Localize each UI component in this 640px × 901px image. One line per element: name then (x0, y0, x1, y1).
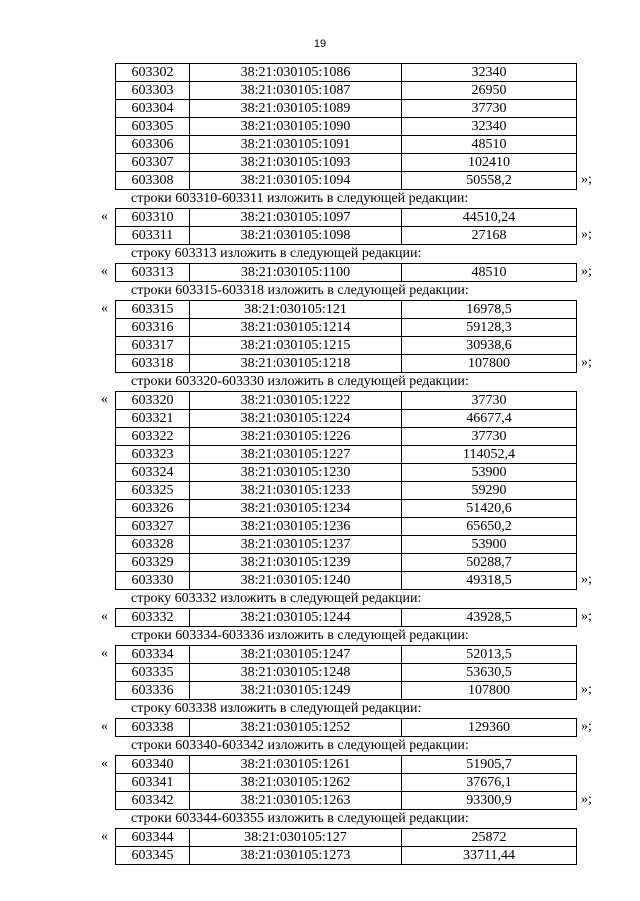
value-cell: 53900 (402, 536, 577, 554)
value-cell: 46677,4 (402, 410, 577, 428)
table-row (116, 301, 577, 319)
row-number-cell: 603334 (116, 646, 190, 664)
table-row (116, 118, 577, 136)
cadastral-number-cell: 38:21:030105:1236 (190, 518, 402, 536)
cadastral-number-cell: 38:21:030105:1218 (190, 355, 402, 373)
cadastral-number-cell: 38:21:030105:1234 (190, 500, 402, 518)
value-cell: 43928,5 (402, 609, 577, 627)
table-row (116, 446, 577, 464)
opening-quote: « (101, 719, 108, 734)
table-row (116, 829, 577, 847)
table-block (0, 828, 640, 865)
value-cell: 52013,5 (402, 646, 577, 664)
cadastral-number-cell: 38:21:030105:1237 (190, 536, 402, 554)
value-cell: 37730 (402, 392, 577, 410)
table-block (0, 645, 640, 700)
cadastral-number-cell: 38:21:030105:1244 (190, 609, 402, 627)
table-row (116, 64, 577, 82)
amendment-heading: строку 603338 изложить в следующей редакции: (131, 701, 422, 716)
cadastral-table (115, 391, 577, 590)
table-row (116, 264, 577, 282)
cadastral-number-cell: 38:21:030105:1087 (190, 82, 402, 100)
cadastral-number-cell: 38:21:030105:1247 (190, 646, 402, 664)
cadastral-number-cell: 38:21:030105:1248 (190, 664, 402, 682)
value-cell: 53630,5 (402, 664, 577, 682)
table-row (116, 646, 577, 664)
row-number-cell: 603307 (116, 154, 190, 172)
cadastral-number-cell: 38:21:030105:1093 (190, 154, 402, 172)
cadastral-number-cell: 38:21:030105:1215 (190, 337, 402, 355)
row-number-cell: 603341 (116, 774, 190, 792)
cadastral-number-cell: 38:21:030105:1098 (190, 227, 402, 245)
row-number-cell: 603330 (116, 572, 190, 590)
row-number-cell: 603322 (116, 428, 190, 446)
table-row (116, 518, 577, 536)
closing-quote: »; (581, 719, 592, 734)
amendment-heading: строки 603310-603311 изложить в следующей редакции: (131, 191, 469, 206)
cadastral-number-cell: 38:21:030105:1086 (190, 64, 402, 82)
cadastral-table (115, 63, 577, 190)
row-number-cell: 603344 (116, 829, 190, 847)
value-cell: 102410 (402, 154, 577, 172)
cadastral-number-cell: 38:21:030105:1233 (190, 482, 402, 500)
row-number-cell: 603311 (116, 227, 190, 245)
table-block (0, 391, 640, 590)
value-cell: 49318,5 (402, 572, 577, 590)
cadastral-number-cell: 38:21:030105:1239 (190, 554, 402, 572)
table-row (116, 554, 577, 572)
row-number-cell: 603325 (116, 482, 190, 500)
row-number-cell: 603304 (116, 100, 190, 118)
row-number-cell: 603327 (116, 518, 190, 536)
amendment-heading: строки 603344-603355 изложить в следующей редакции: (131, 811, 469, 826)
opening-quote: « (101, 301, 108, 316)
cadastral-number-cell: 38:21:030105:1230 (190, 464, 402, 482)
table-row (116, 392, 577, 410)
table-row (116, 355, 577, 373)
amendment-heading: строку 603332 изложить в следующей редакции: (131, 591, 422, 606)
cadastral-table (115, 718, 577, 737)
opening-quote: « (101, 209, 108, 224)
value-cell: 37730 (402, 100, 577, 118)
table-block (0, 718, 640, 737)
opening-quote: « (101, 646, 108, 661)
value-cell: 50558,2 (402, 172, 577, 190)
row-number-cell: 603306 (116, 136, 190, 154)
cadastral-table (115, 208, 577, 245)
row-number-cell: 603313 (116, 264, 190, 282)
table-block (0, 608, 640, 627)
table-row (116, 428, 577, 446)
closing-quote: »; (581, 609, 592, 624)
value-cell: 44510,24 (402, 209, 577, 227)
value-cell: 32340 (402, 64, 577, 82)
value-cell: 59128,3 (402, 319, 577, 337)
table-row (116, 410, 577, 428)
row-number-cell: 603305 (116, 118, 190, 136)
document-body (0, 63, 640, 865)
cadastral-number-cell: 38:21:030105:1100 (190, 264, 402, 282)
closing-quote: »; (581, 227, 592, 242)
table-row (116, 464, 577, 482)
value-cell: 30938,6 (402, 337, 577, 355)
value-cell: 33711,44 (402, 847, 577, 865)
table-row (116, 482, 577, 500)
value-cell: 107800 (402, 682, 577, 700)
cadastral-number-cell: 38:21:030105:1091 (190, 136, 402, 154)
cadastral-number-cell: 38:21:030105:1273 (190, 847, 402, 865)
row-number-cell: 603335 (116, 664, 190, 682)
amendment-heading: строки 603340-603342 изложить в следующей редакции: (131, 738, 469, 753)
cadastral-number-cell: 38:21:030105:1252 (190, 719, 402, 737)
table-block (0, 63, 640, 190)
table-block (0, 300, 640, 373)
row-number-cell: 603308 (116, 172, 190, 190)
closing-quote: »; (581, 172, 592, 187)
cadastral-number-cell: 38:21:030105:1249 (190, 682, 402, 700)
cadastral-number-cell: 38:21:030105:1224 (190, 410, 402, 428)
value-cell: 107800 (402, 355, 577, 373)
value-cell: 53900 (402, 464, 577, 482)
amendment-heading: строки 603315-603318 изложить в следующей редакции: (131, 283, 469, 298)
opening-quote: « (101, 829, 108, 844)
closing-quote: »; (581, 792, 592, 807)
row-number-cell: 603303 (116, 82, 190, 100)
row-number-cell: 603345 (116, 847, 190, 865)
amendment-heading: строки 603320-603330 изложить в следующей редакции: (131, 374, 469, 389)
cadastral-number-cell: 38:21:030105:1240 (190, 572, 402, 590)
table-row (116, 536, 577, 554)
cadastral-number-cell: 38:21:030105:1090 (190, 118, 402, 136)
row-number-cell: 603332 (116, 609, 190, 627)
row-number-cell: 603340 (116, 756, 190, 774)
cadastral-number-cell: 38:21:030105:1094 (190, 172, 402, 190)
opening-quote: « (101, 392, 108, 407)
value-cell: 26950 (402, 82, 577, 100)
row-number-cell: 603316 (116, 319, 190, 337)
table-block (0, 208, 640, 245)
value-cell: 48510 (402, 264, 577, 282)
page-number: 19 (313, 38, 327, 50)
value-cell: 37730 (402, 428, 577, 446)
table-row (116, 664, 577, 682)
table-row (116, 682, 577, 700)
value-cell: 59290 (402, 482, 577, 500)
table-row (116, 572, 577, 590)
value-cell: 32340 (402, 118, 577, 136)
value-cell: 16978,5 (402, 301, 577, 319)
row-number-cell: 603323 (116, 446, 190, 464)
cadastral-number-cell: 38:21:030105:1089 (190, 100, 402, 118)
closing-quote: »; (581, 572, 592, 587)
cadastral-number-cell: 38:21:030105:1097 (190, 209, 402, 227)
row-number-cell: 603315 (116, 301, 190, 319)
table-row (116, 136, 577, 154)
value-cell: 51905,7 (402, 756, 577, 774)
row-number-cell: 603302 (116, 64, 190, 82)
row-number-cell: 603326 (116, 500, 190, 518)
row-number-cell: 603317 (116, 337, 190, 355)
row-number-cell: 603310 (116, 209, 190, 227)
table-row (116, 792, 577, 810)
row-number-cell: 603328 (116, 536, 190, 554)
row-number-cell: 603329 (116, 554, 190, 572)
value-cell: 27168 (402, 227, 577, 245)
row-number-cell: 603336 (116, 682, 190, 700)
table-row (116, 337, 577, 355)
table-row (116, 756, 577, 774)
cadastral-number-cell: 38:21:030105:121 (190, 301, 402, 319)
table-row (116, 609, 577, 627)
value-cell: 51420,6 (402, 500, 577, 518)
value-cell: 50288,7 (402, 554, 577, 572)
row-number-cell: 603318 (116, 355, 190, 373)
amendment-heading: строки 603334-603336 изложить в следующей редакции: (131, 628, 469, 643)
cadastral-number-cell: 38:21:030105:1262 (190, 774, 402, 792)
table-row (116, 172, 577, 190)
closing-quote: »; (581, 682, 592, 697)
table-row (116, 82, 577, 100)
table-row (116, 209, 577, 227)
value-cell: 114052,4 (402, 446, 577, 464)
cadastral-number-cell: 38:21:030105:1226 (190, 428, 402, 446)
cadastral-number-cell: 38:21:030105:1263 (190, 792, 402, 810)
cadastral-number-cell: 38:21:030105:1227 (190, 446, 402, 464)
value-cell: 25872 (402, 829, 577, 847)
value-cell: 48510 (402, 136, 577, 154)
value-cell: 37676,1 (402, 774, 577, 792)
cadastral-table (115, 645, 577, 700)
table-block (0, 755, 640, 810)
cadastral-number-cell: 38:21:030105:1261 (190, 756, 402, 774)
table-row (116, 774, 577, 792)
table-row (116, 500, 577, 518)
row-number-cell: 603321 (116, 410, 190, 428)
cadastral-table (115, 608, 577, 627)
cadastral-number-cell: 38:21:030105:1214 (190, 319, 402, 337)
cadastral-table (115, 828, 577, 865)
opening-quote: « (101, 264, 108, 279)
table-block (0, 263, 640, 282)
value-cell: 129360 (402, 719, 577, 737)
opening-quote: « (101, 609, 108, 624)
table-row (116, 847, 577, 865)
cadastral-table (115, 263, 577, 282)
value-cell: 93300,9 (402, 792, 577, 810)
cadastral-number-cell: 38:21:030105:1222 (190, 392, 402, 410)
cadastral-number-cell: 38:21:030105:127 (190, 829, 402, 847)
closing-quote: »; (581, 264, 592, 279)
cadastral-table (115, 300, 577, 373)
table-row (116, 154, 577, 172)
row-number-cell: 603320 (116, 392, 190, 410)
cadastral-table (115, 755, 577, 810)
row-number-cell: 603342 (116, 792, 190, 810)
table-row (116, 100, 577, 118)
table-row (116, 719, 577, 737)
table-row (116, 319, 577, 337)
table-row (116, 227, 577, 245)
closing-quote: »; (581, 355, 592, 370)
row-number-cell: 603338 (116, 719, 190, 737)
value-cell: 65650,2 (402, 518, 577, 536)
row-number-cell: 603324 (116, 464, 190, 482)
opening-quote: « (101, 756, 108, 771)
amendment-heading: строку 603313 изложить в следующей редакции: (131, 246, 422, 261)
